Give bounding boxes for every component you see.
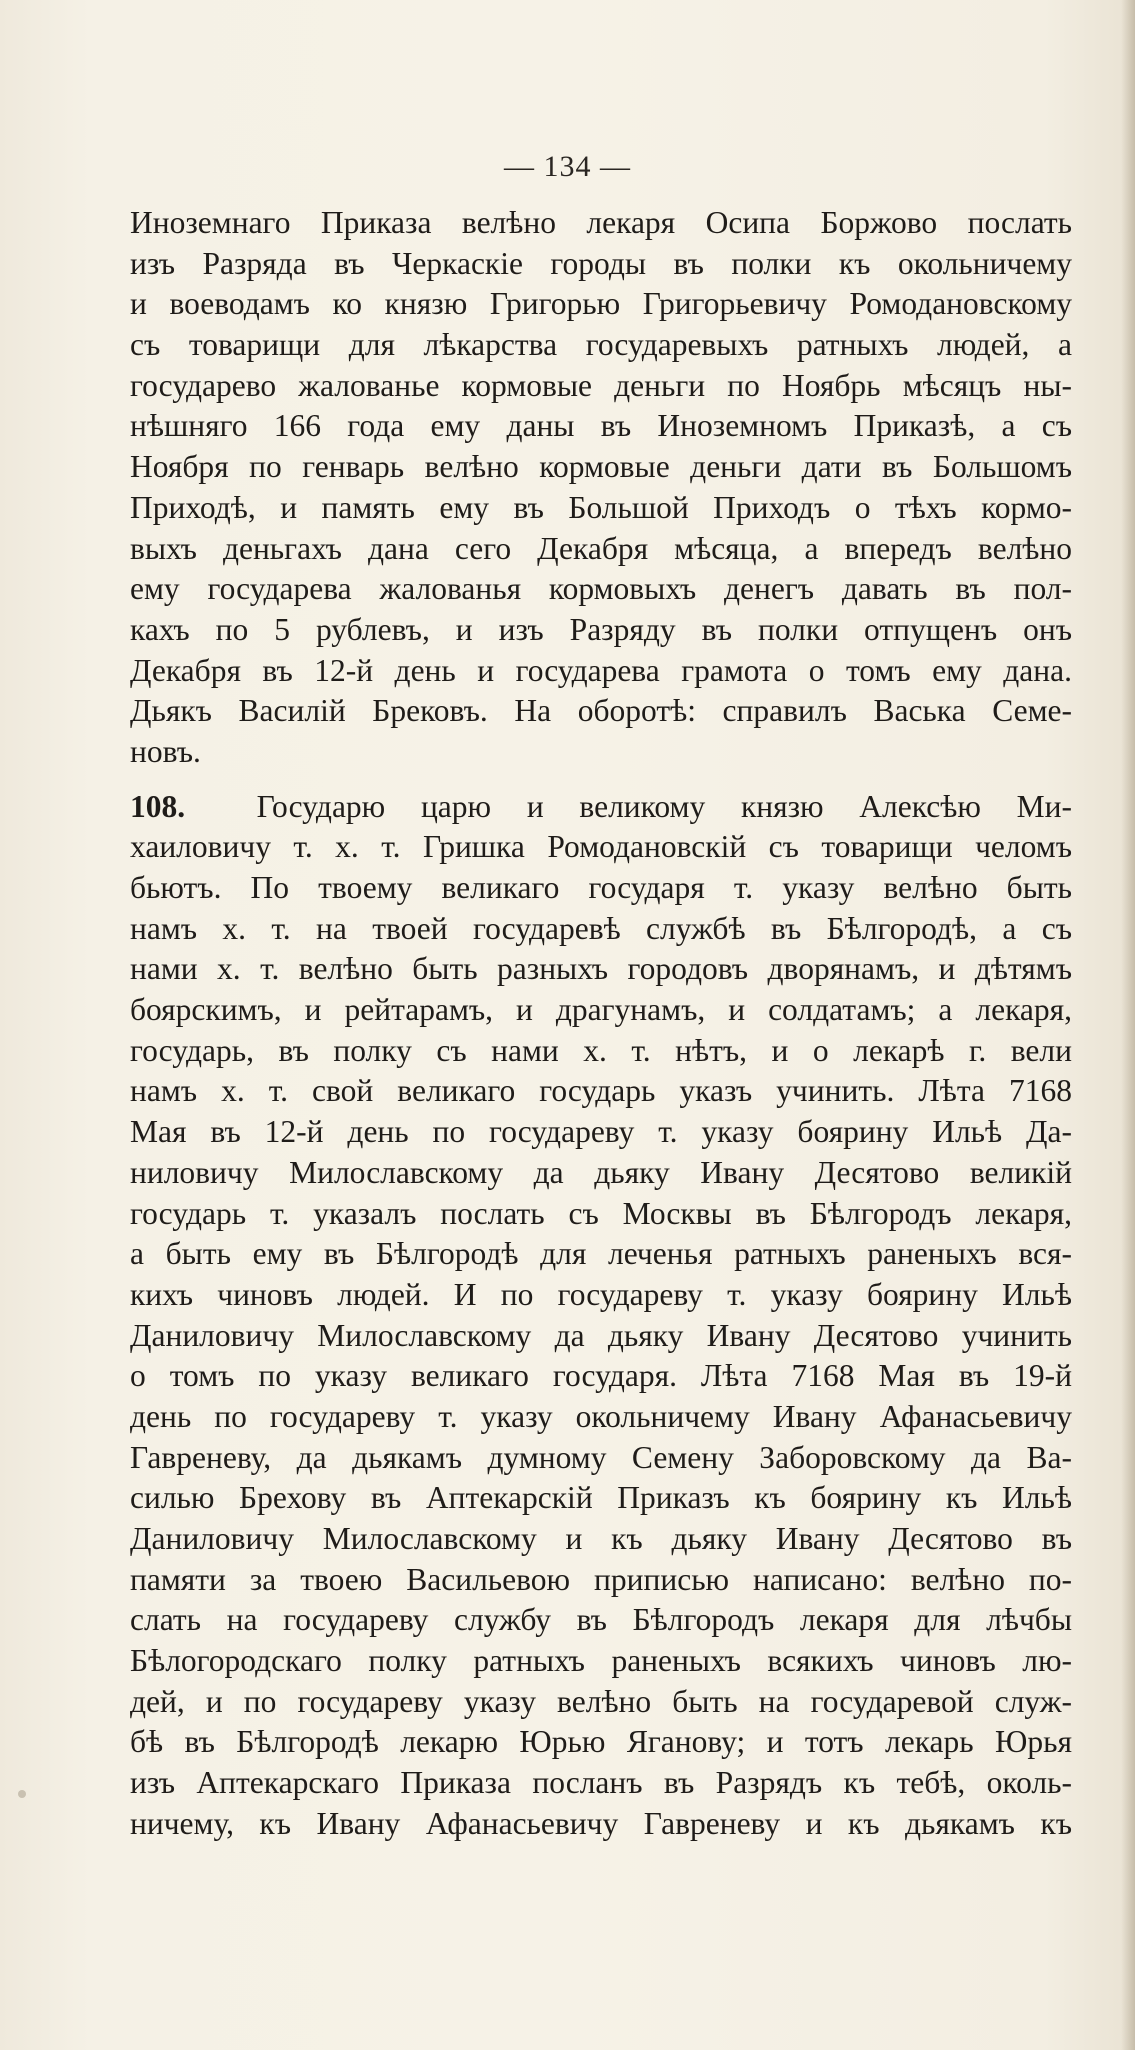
text-line: государево жалованье кормовые деньги по Ноябрь мѣсяцъ ны- [130,367,1072,403]
text-line: ничему, къ Ивану Афанасьевичу Гавреневу и къ дьякамъ къ [130,1805,1072,1841]
text-line: намъ х. т. на твоей государевѣ службѣ въ Бѣлгородѣ, а съ [130,910,1072,946]
page-edge-shadow [1121,0,1135,2050]
text-line: боярскимъ, и рейтарамъ, и драгунамъ, и солдатамъ; а лекаря, [130,992,1072,1028]
text-line: Дьякъ Василій Брековъ. На оборотѣ: справилъ Васька Семе- [130,693,1072,729]
text-line: намъ х. т. свой великаго государь указъ учинить. Лѣта 7168 [130,1073,1072,1109]
text-line: Ноября по генварь велѣно кормовые деньги дати въ Большомъ [130,449,1072,485]
text-line: Мая въ 12-й день по государеву т. указу боярину Ильѣ Да- [130,1114,1072,1150]
text-line: Гавреневу, да дьякамъ думному Семену Заборовскому да Ва- [130,1439,1072,1475]
line-text: Государю царю и великому князю Алексѣю Ми- [256,788,1072,824]
text-body [130,203,1072,1845]
document-number: 108. [130,788,186,824]
text-line: Даниловичу Милославскому да дьяку Ивану Десятово учинить [130,1317,1072,1353]
text-line: Приходѣ, и память ему въ Большой Приходъ о тѣхъ кормо- [130,489,1072,525]
page-number: — 134 — [504,150,631,183]
text-line: нѣшняго 166 года ему даны въ Иноземномъ Приказѣ, а съ [130,408,1072,444]
text-line: кихъ чиновъ людей. И по государеву т. указу боярину Ильѣ [130,1276,1072,1312]
text-line: слать на государеву службу въ Бѣлгородъ лекаря для лѣчбы [130,1602,1072,1638]
text-line: Бѣлогородскаго полку ратныхъ раненыхъ всякихъ чиновъ лю- [130,1643,1072,1679]
text-line: о томъ по указу великаго государя. Лѣта 7168 Мая въ 19-й [130,1358,1072,1394]
text-line: новъ. [130,733,201,769]
text-line: съ товарищи для лѣкарства государевыхъ ратныхъ людей, а [130,327,1072,363]
text-line: день по государеву т. указу окольничему Ивану Афанасьевичу [130,1398,1072,1434]
text-line: памяти за твоею Васильевою приписью написано: велѣно по- [130,1561,1072,1597]
text-line: Иноземнаго Приказа велѣно лекаря Осипа Боржово послать [130,205,1072,240]
text-line: дей, и по государеву указу велѣно быть на государевой служ- [130,1683,1072,1719]
paragraph-1 [130,203,1072,773]
text-line: изъ Разряда въ Черкаскіе городы въ полки къ окольничему [130,245,1072,281]
text-line: государь т. указалъ послать съ Москвы въ Бѣлгородъ лекаря, [130,1195,1072,1231]
text-line: Даниловичу Милославскому и къ дьяку Ивану Десятово въ [130,1521,1072,1556]
text-line: изъ Аптекарскаго Приказа посланъ въ Разрядъ къ тебѣ, околь- [130,1765,1072,1801]
text-line: бѣ въ Бѣлгородѣ лекарю Юрью Яганову; и тотъ лекарь Юрья [130,1724,1072,1760]
text-line: силью Брехову въ Аптекарскій Приказъ къ боярину къ Ильѣ [130,1480,1072,1516]
text-line: выхъ деньгахъ дана сего Декабря мѣсяца, а впередъ велѣно [130,530,1072,566]
text-line: и воеводамъ ко князю Григорью Григорьевичу Ромодановскому [130,286,1072,322]
text-line: Декабря въ 12-й день и государева грамота о томъ ему дана. [130,652,1072,688]
paper-spot [18,1790,26,1798]
text-line: хаиловичу т. х. т. Гришка Ромодановскій съ товарищи челомъ [130,829,1072,865]
text-line: государь, въ полку съ нами х. т. нѣтъ, и о лекарѣ г. вели [130,1032,1072,1068]
paragraph-gap [130,773,1072,787]
text-line: ему государева жалованья кормовыхъ денегъ давать въ пол- [130,571,1072,607]
text-line: ниловичу Милославскому да дьяку Ивану Десятово великій [130,1154,1072,1190]
text-line: а быть ему въ Бѣлгородѣ для леченья ратныхъ раненыхъ вся- [130,1236,1072,1272]
text-line: нами х. т. велѣно быть разныхъ городовъ дворянамъ, и дѣтямъ [130,951,1072,987]
text-line [130,787,1072,828]
text-line: кахъ по 5 рублевъ, и изъ Разряду въ полки отпущенъ онъ [130,611,1072,647]
paragraph-2 [130,787,1072,1845]
text-line: бьютъ. По твоему великаго государя т. указу велѣно быть [130,870,1072,905]
